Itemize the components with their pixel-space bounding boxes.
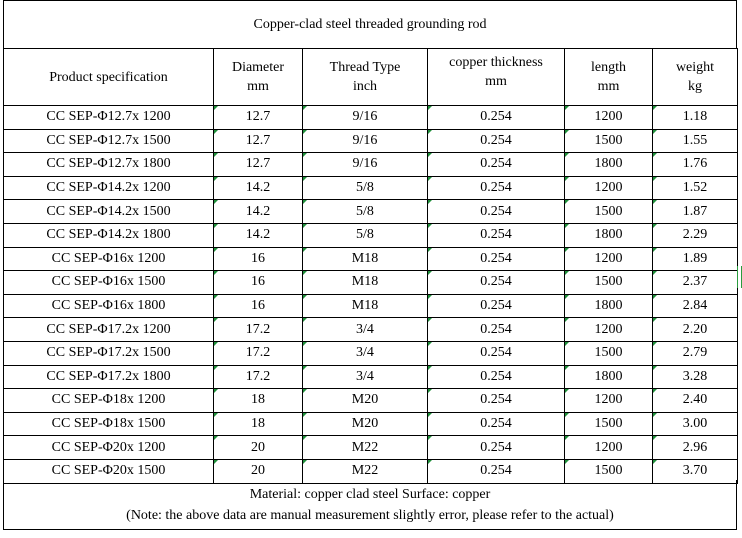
cell-diameter: 12.7 — [214, 153, 303, 177]
header-length: length mm — [565, 49, 653, 106]
cell-diameter: 20 — [214, 436, 303, 460]
cell-thread-type: 3/4 — [303, 318, 428, 342]
cell-spec: CC SEP-Φ14.2x 1500 — [4, 200, 214, 224]
cell-copper-thickness: 0.254 — [428, 200, 565, 224]
cell-length: 1800 — [565, 223, 653, 247]
cell-weight: 1.18 — [653, 106, 738, 130]
header-copper-thickness: copper thickness mm — [428, 49, 565, 106]
cell-diameter: 18 — [214, 412, 303, 436]
cell-copper-thickness: 0.254 — [428, 129, 565, 153]
cell-weight: 1.55 — [653, 129, 738, 153]
cell-copper-thickness: 0.254 — [428, 341, 565, 365]
cell-length: 1500 — [565, 341, 653, 365]
table-row — [4, 436, 738, 460]
table-row — [4, 271, 738, 295]
table-row — [4, 412, 738, 436]
table-row — [4, 129, 738, 153]
cell-diameter: 17.2 — [214, 318, 303, 342]
cell-length: 1500 — [565, 412, 653, 436]
cell-thread-type: 9/16 — [303, 106, 428, 130]
header-thread-type: Thread Type inch — [303, 49, 428, 106]
header-product-specification: Product specification — [4, 49, 214, 106]
cell-length: 1200 — [565, 176, 653, 200]
header-weight: weight kg — [653, 49, 738, 106]
table-row — [4, 200, 738, 224]
table-row — [4, 106, 738, 130]
cell-diameter: 17.2 — [214, 365, 303, 389]
cell-thread-type: 9/16 — [303, 153, 428, 177]
spec-table — [3, 48, 738, 484]
cell-copper-thickness: 0.254 — [428, 294, 565, 318]
cell-weight: 1.89 — [653, 247, 738, 271]
cell-weight: 2.79 — [653, 341, 738, 365]
cell-length: 1200 — [565, 318, 653, 342]
cell-weight: 1.52 — [653, 176, 738, 200]
table-row — [4, 247, 738, 271]
table-row — [4, 294, 738, 318]
cell-diameter: 12.7 — [214, 129, 303, 153]
header-row — [4, 49, 738, 106]
cell-copper-thickness: 0.254 — [428, 271, 565, 295]
cell-copper-thickness: 0.254 — [428, 412, 565, 436]
table-row — [4, 365, 738, 389]
cell-weight: 3.00 — [653, 412, 738, 436]
cell-weight: 2.84 — [653, 294, 738, 318]
cell-diameter: 16 — [214, 294, 303, 318]
cell-spec: CC SEP-Φ20x 1500 — [4, 459, 214, 483]
table-row — [4, 176, 738, 200]
cell-weight: 3.28 — [653, 365, 738, 389]
cell-diameter: 14.2 — [214, 223, 303, 247]
cell-spec: CC SEP-Φ17.2x 1200 — [4, 318, 214, 342]
cell-spec: CC SEP-Φ18x 1200 — [4, 389, 214, 413]
cell-weight: 1.76 — [653, 153, 738, 177]
footer-material: Material: copper clad steel Surface: copper — [249, 486, 491, 502]
cell-weight: 2.20 — [653, 318, 738, 342]
cell-copper-thickness: 0.254 — [428, 318, 565, 342]
cell-thread-type: M18 — [303, 271, 428, 295]
cell-copper-thickness: 0.254 — [428, 176, 565, 200]
cell-copper-thickness: 0.254 — [428, 106, 565, 130]
cell-diameter: 18 — [214, 389, 303, 413]
cell-spec: CC SEP-Φ16x 1500 — [4, 271, 214, 295]
cell-spec: CC SEP-Φ18x 1500 — [4, 412, 214, 436]
cell-thread-type: M18 — [303, 294, 428, 318]
cell-weight: 1.87 — [653, 200, 738, 224]
cell-spec: CC SEP-Φ12.7x 1800 — [4, 153, 214, 177]
cell-spec: CC SEP-Φ20x 1200 — [4, 436, 214, 460]
table-row — [4, 153, 738, 177]
cell-length: 1200 — [565, 389, 653, 413]
cell-length: 1500 — [565, 459, 653, 483]
table-title: Copper-clad steel threaded grounding rod — [3, 0, 737, 49]
cell-thread-type: M20 — [303, 389, 428, 413]
cell-copper-thickness: 0.254 — [428, 247, 565, 271]
cell-length: 1500 — [565, 271, 653, 295]
cell-spec: CC SEP-Φ16x 1800 — [4, 294, 214, 318]
cell-diameter: 14.2 — [214, 200, 303, 224]
cell-weight: 2.40 — [653, 389, 738, 413]
cell-copper-thickness: 0.254 — [428, 223, 565, 247]
cell-thread-type: M22 — [303, 459, 428, 483]
cell-diameter: 17.2 — [214, 341, 303, 365]
cell-diameter: 12.7 — [214, 106, 303, 130]
cell-copper-thickness: 0.254 — [428, 365, 565, 389]
table-row — [4, 318, 738, 342]
table-footer — [3, 480, 737, 530]
cell-spec: CC SEP-Φ16x 1200 — [4, 247, 214, 271]
cell-thread-type: 3/4 — [303, 341, 428, 365]
cell-spec: CC SEP-Φ17.2x 1500 — [4, 341, 214, 365]
cell-weight: 2.37 — [653, 271, 738, 295]
cell-diameter: 16 — [214, 247, 303, 271]
cell-spec: CC SEP-Φ14.2x 1800 — [4, 223, 214, 247]
cell-length: 1800 — [565, 365, 653, 389]
table-row — [4, 341, 738, 365]
cell-spec: CC SEP-Φ12.7x 1200 — [4, 106, 214, 130]
cell-diameter: 16 — [214, 271, 303, 295]
cell-diameter: 20 — [214, 459, 303, 483]
spec-sheet — [3, 0, 737, 530]
cell-thread-type: 3/4 — [303, 365, 428, 389]
cell-spec: CC SEP-Φ12.7x 1500 — [4, 129, 214, 153]
cell-length: 1200 — [565, 247, 653, 271]
cell-thread-type: M18 — [303, 247, 428, 271]
cell-length: 1200 — [565, 106, 653, 130]
cell-spec: CC SEP-Φ14.2x 1200 — [4, 176, 214, 200]
cell-length: 1200 — [565, 436, 653, 460]
cell-copper-thickness: 0.254 — [428, 436, 565, 460]
cell-thread-type: M20 — [303, 412, 428, 436]
selection-marker — [737, 266, 742, 288]
cell-thread-type: 5/8 — [303, 223, 428, 247]
cell-length: 1800 — [565, 294, 653, 318]
cell-copper-thickness: 0.254 — [428, 389, 565, 413]
cell-weight: 2.29 — [653, 223, 738, 247]
cell-weight: 2.96 — [653, 436, 738, 460]
cell-thread-type: M22 — [303, 436, 428, 460]
cell-copper-thickness: 0.254 — [428, 153, 565, 177]
cell-weight: 3.70 — [653, 459, 738, 483]
cell-spec: CC SEP-Φ17.2x 1800 — [4, 365, 214, 389]
cell-thread-type: 5/8 — [303, 200, 428, 224]
cell-length: 1500 — [565, 129, 653, 153]
cell-length: 1500 — [565, 200, 653, 224]
cell-thread-type: 5/8 — [303, 176, 428, 200]
cell-length: 1800 — [565, 153, 653, 177]
cell-copper-thickness: 0.254 — [428, 459, 565, 483]
table-row — [4, 389, 738, 413]
footer-note: (Note: the above data are manual measurement slightly error, please refer to the actual) — [126, 507, 614, 523]
cell-thread-type: 9/16 — [303, 129, 428, 153]
cell-diameter: 14.2 — [214, 176, 303, 200]
table-row — [4, 223, 738, 247]
header-diameter: Diameter mm — [214, 49, 303, 106]
